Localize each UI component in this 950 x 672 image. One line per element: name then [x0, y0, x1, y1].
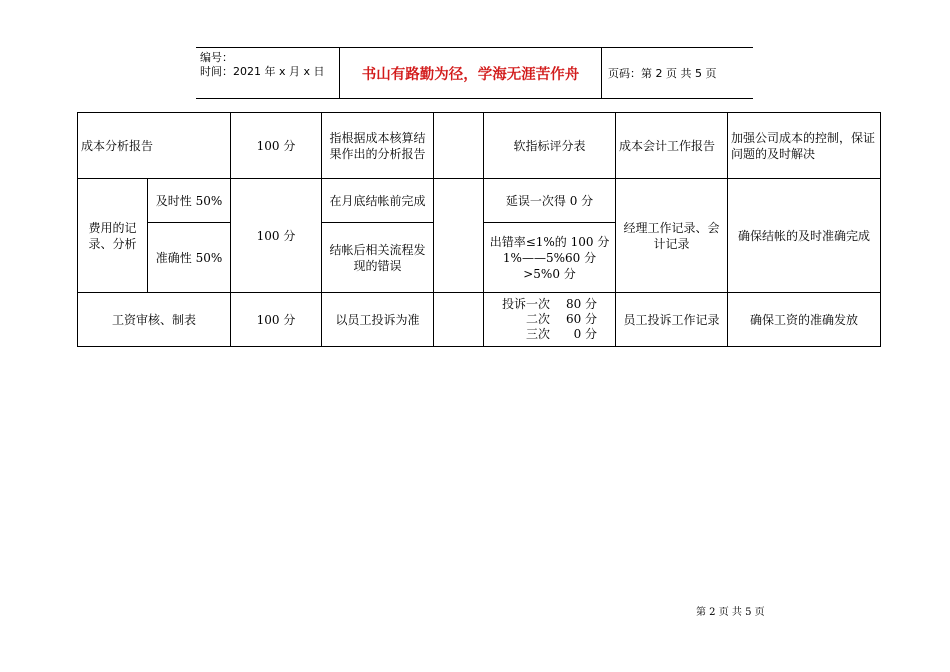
table-row [78, 113, 881, 179]
header-motto: 书山有路勤为径，学海无涯苦作舟 [361, 66, 580, 83]
header-page-label: 页码：第 2 页 共 5 页 [608, 67, 717, 80]
item-cell: 成本分析报告 [78, 113, 231, 179]
sub-item-cell: 准确性 50% [148, 223, 231, 293]
source-cell: 员工投诉工作记录 [616, 293, 728, 347]
purpose-cell: 确保工资的准确发放 [728, 293, 881, 347]
sub-item-cell: 及时性 50% [148, 179, 231, 223]
document-header [196, 47, 753, 99]
standard-cell: 以员工投诉为准 [322, 293, 434, 347]
blank-cell [434, 293, 484, 347]
blank-cell [434, 179, 484, 293]
purpose-cell: 加强公司成本的控制，保证问题的及时解决 [728, 113, 881, 179]
standard-cell: 在月底结帐前完成 [322, 179, 434, 223]
item-cell: 工资审核、制表 [78, 293, 231, 347]
complaint-label: 投诉一次 [501, 297, 550, 311]
standard-cell: 指根据成本核算结果作出的分析报告 [322, 113, 434, 179]
score-cell: 100 分 [231, 293, 322, 347]
scoring-line: >5%0 分 [523, 266, 576, 281]
page-footer: 第 2 页 共 5 页 [696, 607, 765, 618]
score-cell: 100 分 [231, 113, 322, 179]
scoring-line: 1%——5%60 分 [502, 250, 597, 265]
complaint-label: 三次 [525, 327, 550, 341]
number-label: 编号： [200, 51, 233, 64]
complaint-label: 二次 [525, 312, 550, 326]
scoring-line: 延误一次得 0 分 [505, 193, 594, 208]
scoring-cell: 软指标评分表 [484, 113, 616, 179]
score-cell: 100 分 [231, 179, 322, 293]
standard-cell: 结帐后相关流程发现的错误 [322, 223, 434, 293]
header-divider [601, 48, 602, 98]
source-cell: 成本会计工作报告 [616, 113, 728, 179]
time-label: 时间：2021 年 x 月 x 日 [200, 65, 325, 78]
table-row [78, 179, 881, 223]
scoring-cell [484, 223, 616, 293]
complaint-value: 0 分 [573, 327, 598, 341]
table-row [78, 293, 881, 347]
header-info [200, 51, 340, 79]
blank-cell [434, 113, 484, 179]
kpi-table [77, 112, 881, 347]
source-cell: 经理工作记录、会计记录 [616, 179, 728, 293]
scoring-cell [484, 179, 616, 223]
scoring-line: 出错率≤1%的 100 分 [489, 234, 610, 249]
scoring-cell [484, 293, 616, 347]
item-cell: 费用的记录、分析 [78, 179, 148, 293]
complaint-value: 60 分 [565, 312, 598, 326]
complaint-scale [487, 297, 612, 342]
complaint-value: 80 分 [565, 297, 598, 311]
purpose-cell: 确保结帐的及时准确完成 [728, 179, 881, 293]
